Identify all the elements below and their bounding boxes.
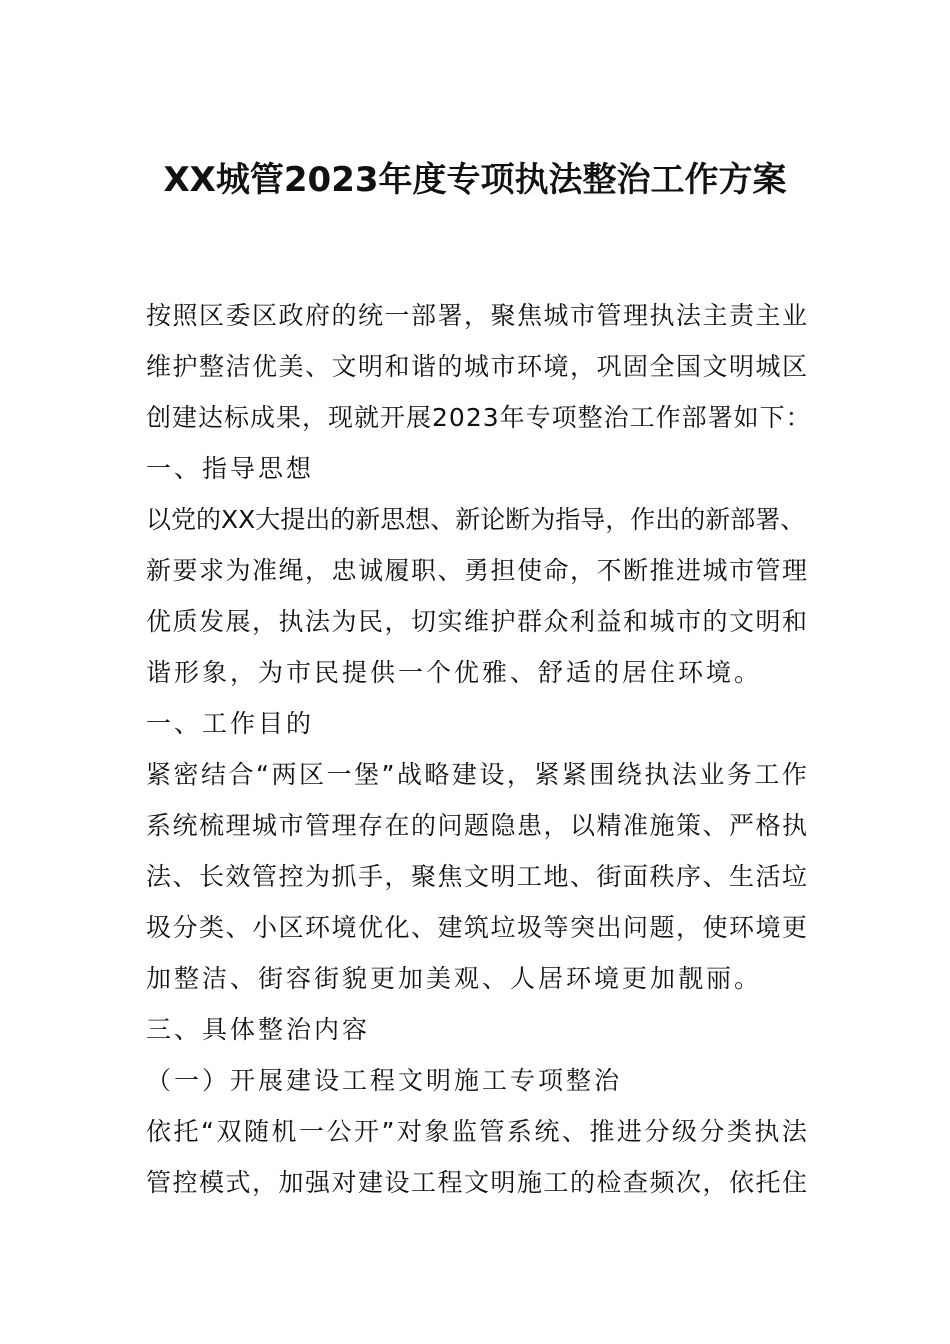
section-heading: 一、工作目的	[146, 709, 315, 738]
paragraph-line: 法、长效管控为抓手，聚焦文明工地、街面秩序、生活垃	[146, 862, 809, 891]
paragraph-line: 维护整洁优美、文明和谐的城市环境，巩固全国文明城区	[146, 352, 809, 381]
subsection-heading: （一）开展建设工程文明施工专项整治	[146, 1066, 623, 1095]
section-heading: 一、指导思想	[146, 454, 315, 483]
paragraph-line: 加整洁、街容街貌更加美观、人居环境更加靓丽。	[146, 964, 763, 993]
document-body	[146, 290, 816, 1208]
paragraph-line: 谐形象，为市民提供一个优雅、舒适的居住环境。	[146, 658, 763, 687]
document-title: XX城管2023年度专项执法整治工作方案	[163, 160, 787, 200]
paragraph-line: 新要求为准绳，忠诚履职、勇担使命，不断推进城市管理	[146, 556, 809, 585]
paragraph-line: 圾分类、小区环境优化、建筑垃圾等突出问题，使环境更	[146, 913, 809, 942]
paragraph-line: 紧密结合“两区一堡”战略建设，紧紧围绕执法业务工作	[146, 760, 810, 789]
section-heading: 三、具体整治内容	[146, 1015, 371, 1044]
paragraph-line: 优质发展，执法为民，切实维护群众利益和城市的文明和	[146, 607, 809, 636]
paragraph-line: 依托“双随机一公开”对象监管系统、推进分级分类执法	[146, 1117, 810, 1146]
paragraph-line: 以党的XX大提出的新思想、新论断为指导，作出的新部署、	[146, 505, 806, 534]
paragraph-line: 按照区委区政府的统一部署，聚焦城市管理执法主责主业	[146, 301, 809, 330]
paragraph-line: 系统梳理城市管理存在的问题隐患，以精准施策、严格执	[146, 811, 809, 840]
paragraph-line: 管控模式，加强对建设工程文明施工的检查频次，依托住	[146, 1168, 809, 1197]
paragraph-line: 创建达标成果，现就开展2023年专项整治工作部署如下：	[146, 403, 812, 432]
